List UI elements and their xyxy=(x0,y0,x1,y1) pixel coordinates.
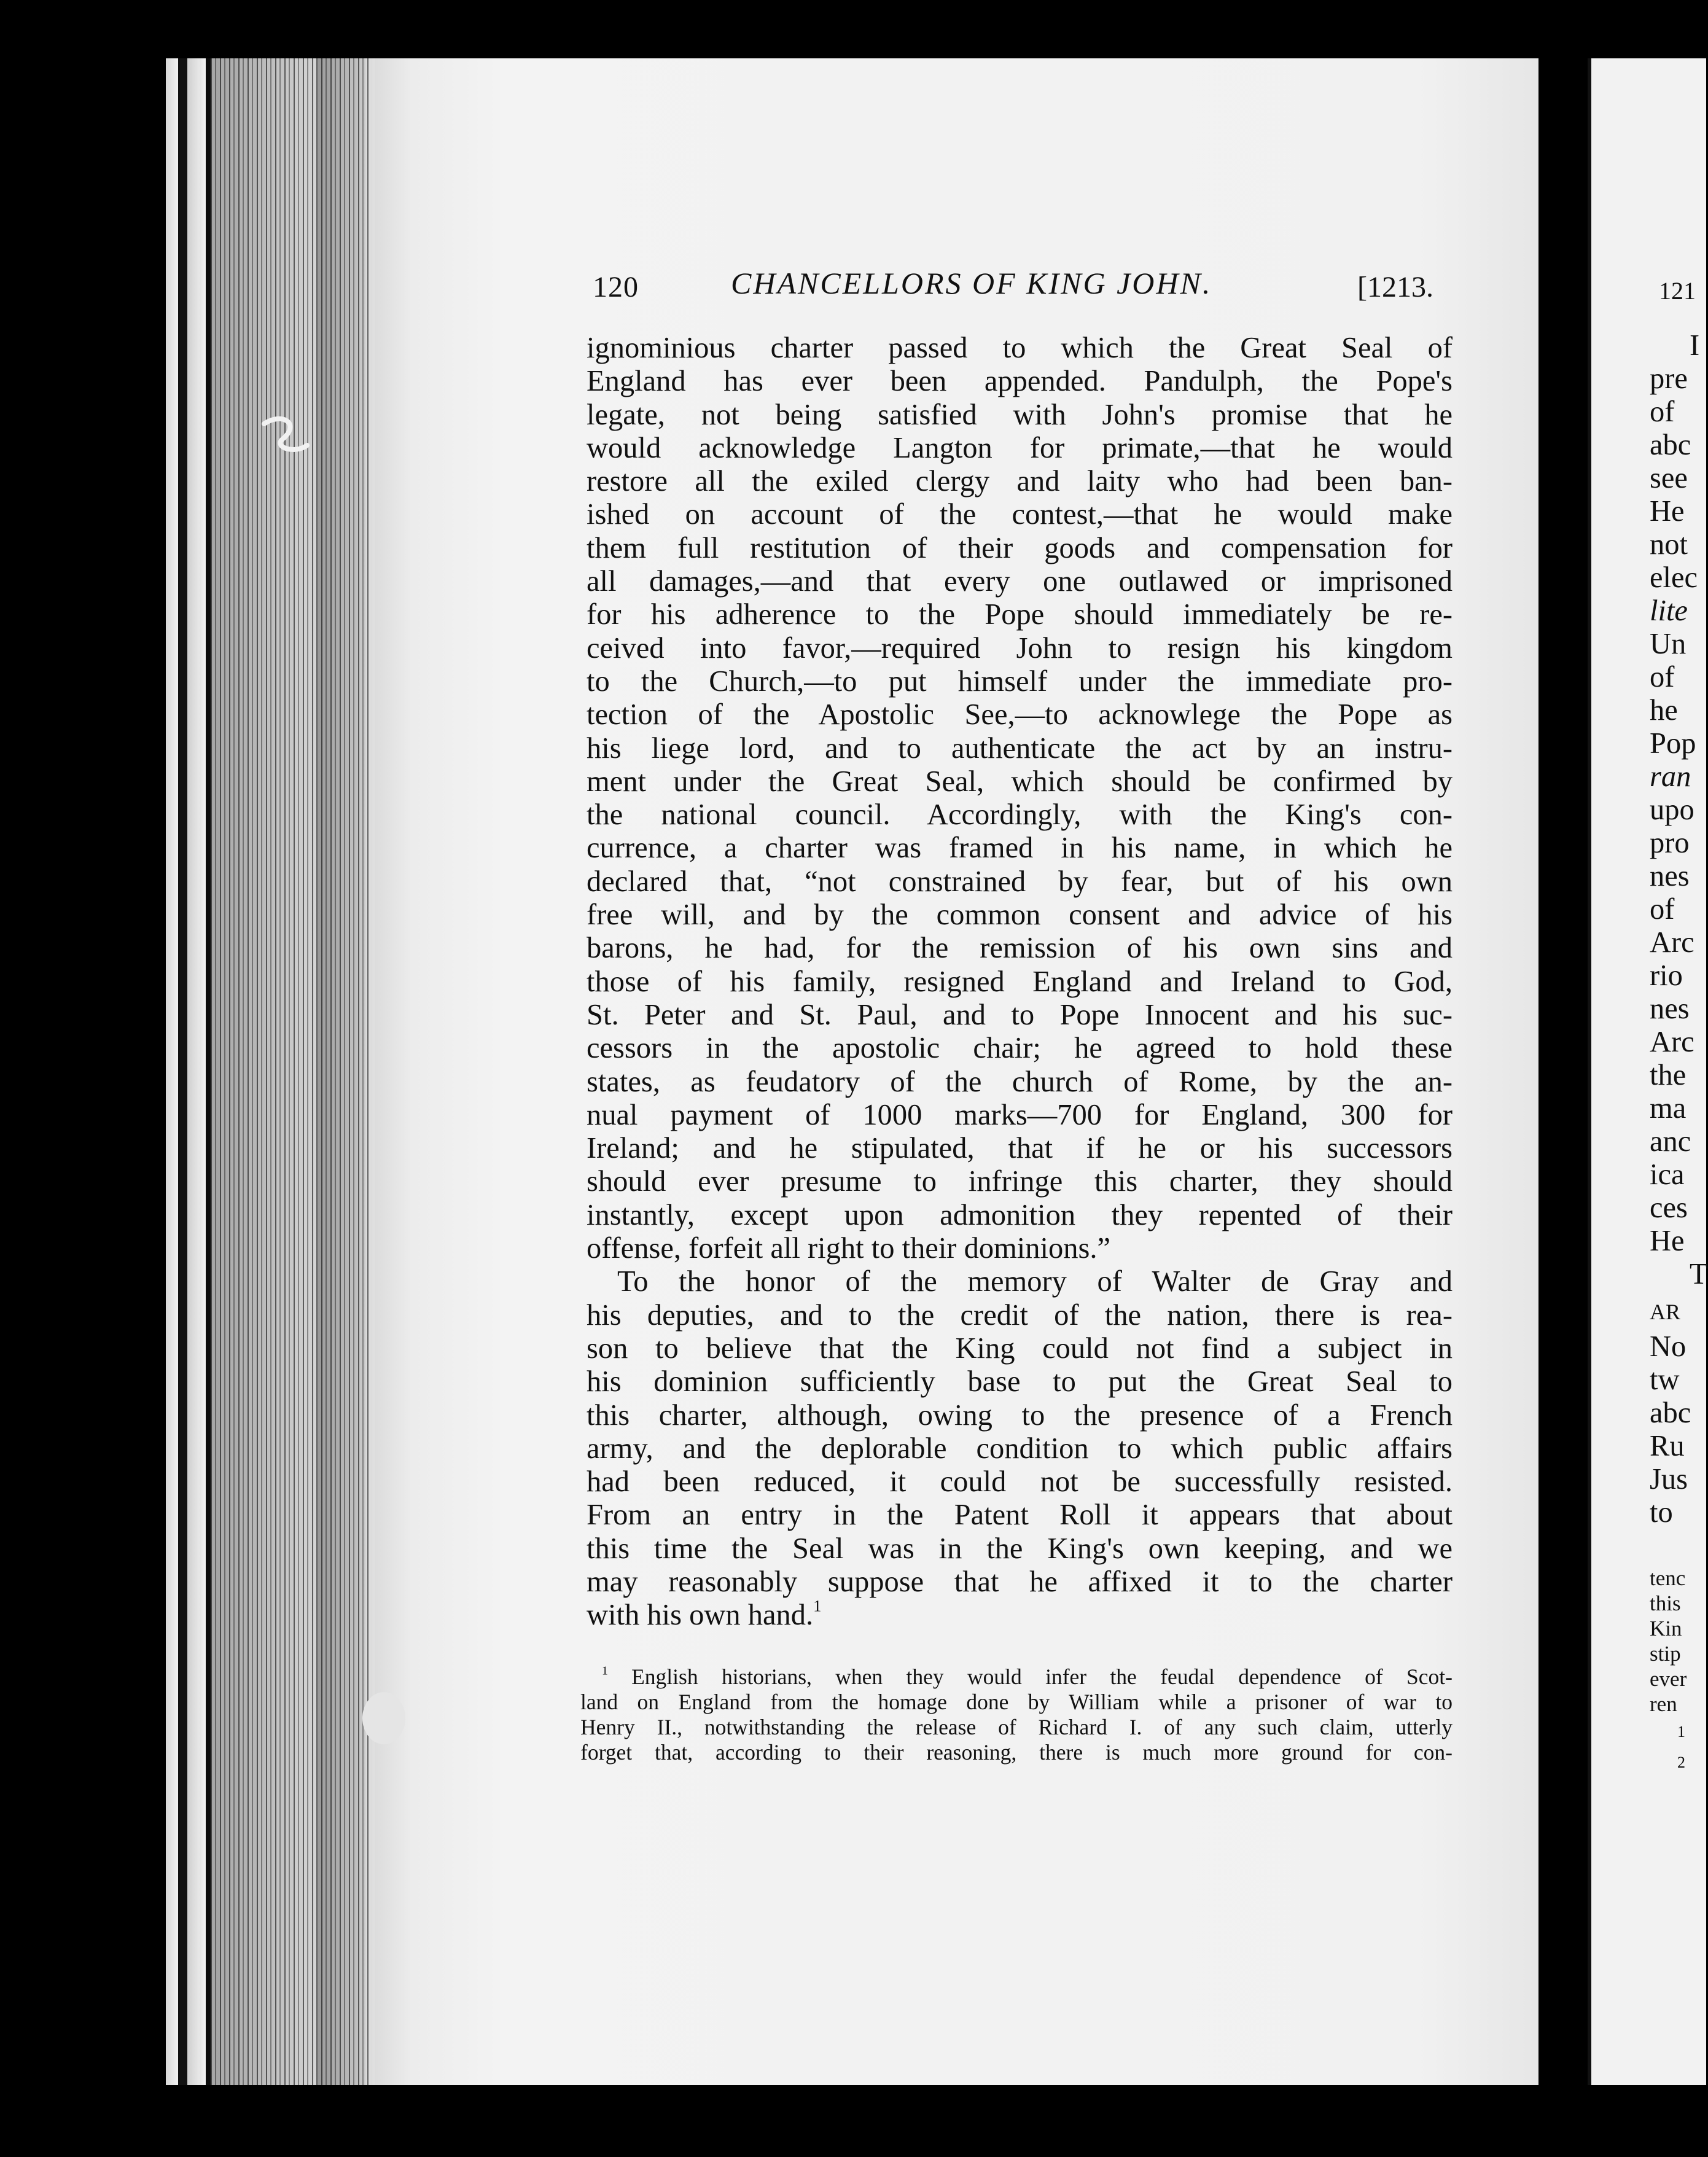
next-page-text: He xyxy=(1650,495,1685,528)
text-line: all damages,—and that every one outlawed or imprisoned xyxy=(587,565,1453,598)
text-line: From an entry in the Patent Roll it appears that about xyxy=(587,1499,1453,1532)
footnotes xyxy=(580,1664,1453,1765)
next-page-text: abc xyxy=(1650,429,1691,461)
next-page-text: he xyxy=(1650,694,1678,727)
text-line: ceived into favor,—required John to resign his kingdom xyxy=(587,631,1453,665)
next-page-note: Kin xyxy=(1650,1617,1682,1640)
next-page-text: nes xyxy=(1650,993,1690,1025)
next-page-text: Pop xyxy=(1650,727,1696,760)
next-page-text: to xyxy=(1650,1496,1673,1529)
next-page-text: Jus xyxy=(1650,1463,1688,1496)
footnote-reference: 1 xyxy=(813,1596,822,1615)
next-page-text: ran xyxy=(1650,760,1691,793)
footnote-line: forget that, according to their reasoning, there is much more ground for con- xyxy=(580,1740,1453,1765)
next-page-text: lite xyxy=(1650,595,1688,627)
text-line: with his own hand. xyxy=(587,1599,814,1632)
next-page-text: ces xyxy=(1650,1192,1688,1224)
next-page-note: ren xyxy=(1650,1692,1677,1716)
next-page-text: He xyxy=(1650,1225,1685,1257)
text-line: currence, a charter was framed in his name, in which he xyxy=(587,832,1453,865)
text-line: tection of the Apostolic See,—to acknowlege the Pope as xyxy=(587,698,1453,731)
text-line: states, as feudatory of the church of Rome, by the an- xyxy=(587,1065,1453,1098)
text-line: ished on account of the contest,—that he would make xyxy=(587,498,1453,531)
next-page-fragment xyxy=(1588,58,1706,2085)
next-page-text: see xyxy=(1650,462,1688,494)
text-line: cessors in the apostolic chair; he agreed to hold these xyxy=(587,1032,1453,1065)
page-number: 120 xyxy=(593,271,639,303)
text-line: England has ever been appended. Pandulph, the Pope's xyxy=(587,365,1453,398)
running-year: [1213. xyxy=(1357,271,1433,303)
next-page-note: ever xyxy=(1650,1667,1687,1691)
pencil-mark-icon xyxy=(258,412,313,467)
next-page-number: 121 xyxy=(1659,277,1696,305)
next-page-text: Arc xyxy=(1650,1026,1694,1058)
text-line: instantly, except upon admonition they repented of their xyxy=(587,1198,1453,1231)
next-page-note: tenc xyxy=(1650,1566,1686,1590)
text-line: nual payment of 1000 marks—700 for England, 300 for xyxy=(587,1098,1453,1131)
text-line: army, and the deplorable condition to which public affairs xyxy=(587,1432,1453,1465)
footnote-marker: 1 xyxy=(602,1664,608,1678)
text-line: this time the Seal was in the King's own keeping, and we xyxy=(587,1532,1453,1565)
text-line: barons, he had, for the remission of his own sins and xyxy=(587,932,1453,965)
next-page-text: pro xyxy=(1650,827,1690,859)
next-page-heading: AR xyxy=(1650,1300,1681,1324)
footnote-text: English historians, when they would infer the feudal dependence of Scot- xyxy=(631,1664,1453,1689)
next-page-text: Arc xyxy=(1650,926,1694,959)
next-page-text: nes xyxy=(1650,860,1690,892)
text-line: To the honor of the memory of Walter de Gray and xyxy=(617,1265,1453,1298)
next-page-text: ma xyxy=(1650,1092,1687,1125)
footnote-line xyxy=(580,1664,1453,1690)
next-page-note: 2 xyxy=(1677,1753,1685,1771)
text-line: his deputies, and to the credit of the nation, there is rea- xyxy=(587,1298,1453,1332)
text-line: Ireland; and he stipulated, that if he or his successors xyxy=(587,1132,1453,1165)
text-line: declared that, “not constrained by fear, but of his own xyxy=(587,865,1453,898)
next-page-text: the xyxy=(1650,1059,1687,1091)
next-page-note: 1 xyxy=(1677,1723,1685,1741)
running-title: CHANCELLORS OF KING JOHN. xyxy=(731,266,1212,300)
text-line: restore all the exiled clergy and laity who had been ban- xyxy=(587,465,1453,498)
next-page-text: pre xyxy=(1650,362,1688,395)
page-edge-streaks xyxy=(211,58,370,2085)
text-line: would acknowledge Langton for primate,—that he would xyxy=(587,431,1453,464)
text-line: the national council. Accordingly, with the King's con- xyxy=(587,798,1453,832)
next-page-note: this xyxy=(1650,1591,1681,1615)
next-page-text: ica xyxy=(1650,1158,1685,1191)
text-line: his dominion sufficiently base to put the Great Seal to xyxy=(587,1365,1453,1398)
next-page-text: abc xyxy=(1650,1397,1691,1429)
text-line: those of his family, resigned England and Ireland to God, xyxy=(587,965,1453,998)
text-line: them full restitution of their goods and compensation for xyxy=(587,531,1453,564)
footnote-line: land on England from the homage done by William while a prisoner of war to xyxy=(580,1690,1453,1714)
next-page-text: not xyxy=(1650,528,1688,561)
next-page-text: rio xyxy=(1650,959,1683,992)
next-page-text: of xyxy=(1650,893,1675,926)
text-line: free will, and by the common consent and advice of his xyxy=(587,899,1453,932)
next-page-text: T xyxy=(1690,1258,1708,1290)
next-page-text: Un xyxy=(1650,628,1687,660)
body-text xyxy=(587,332,1453,1632)
running-head xyxy=(593,265,1453,308)
next-page-text: of xyxy=(1650,396,1675,428)
next-page-text: elec xyxy=(1650,561,1698,594)
next-page-text: anc xyxy=(1650,1125,1691,1158)
text-line: ment under the Great Seal, which should be confirmed by xyxy=(587,765,1453,798)
next-page-text: upo xyxy=(1650,794,1694,826)
text-line: for his adherence to the Pope should immediately be re- xyxy=(587,598,1453,631)
next-page-text: I xyxy=(1690,329,1700,362)
next-page-text: tw xyxy=(1650,1363,1680,1396)
next-page-text: of xyxy=(1650,661,1675,693)
text-line: to the Church,—to put himself under the immediate pro- xyxy=(587,665,1453,698)
text-line: his liege lord, and to authenticate the act by an instru- xyxy=(587,731,1453,765)
text-line: may reasonably suppose that he affixed it to the charter xyxy=(587,1565,1453,1598)
text-line: had been reduced, it could not be successfully resisted. xyxy=(587,1465,1453,1499)
text-line: St. Peter and St. Paul, and to Pope Innocent and his suc- xyxy=(587,998,1453,1031)
text-line-final xyxy=(587,1596,1453,1632)
text-line: this charter, although, owing to the presence of a French xyxy=(587,1398,1453,1432)
footnote-line: Henry II., notwithstanding the release of Richard I. of any such claim, utterly xyxy=(580,1715,1453,1739)
text-line: legate, not being satisfied with John's promise that he xyxy=(587,398,1453,431)
text-line: should ever presume to infringe this charter, they should xyxy=(587,1165,1453,1198)
text-line: son to believe that the King could not find a subject in xyxy=(587,1332,1453,1365)
next-page-text: No xyxy=(1650,1330,1687,1363)
text-line: ignominious charter passed to which the Great Seal of xyxy=(587,332,1453,364)
paper-stain xyxy=(362,1692,405,1744)
next-page-text: Ru xyxy=(1650,1430,1685,1462)
text-line: offense, forfeit all right to their dominions.” xyxy=(587,1232,1111,1265)
next-page-note: stip xyxy=(1650,1642,1681,1666)
